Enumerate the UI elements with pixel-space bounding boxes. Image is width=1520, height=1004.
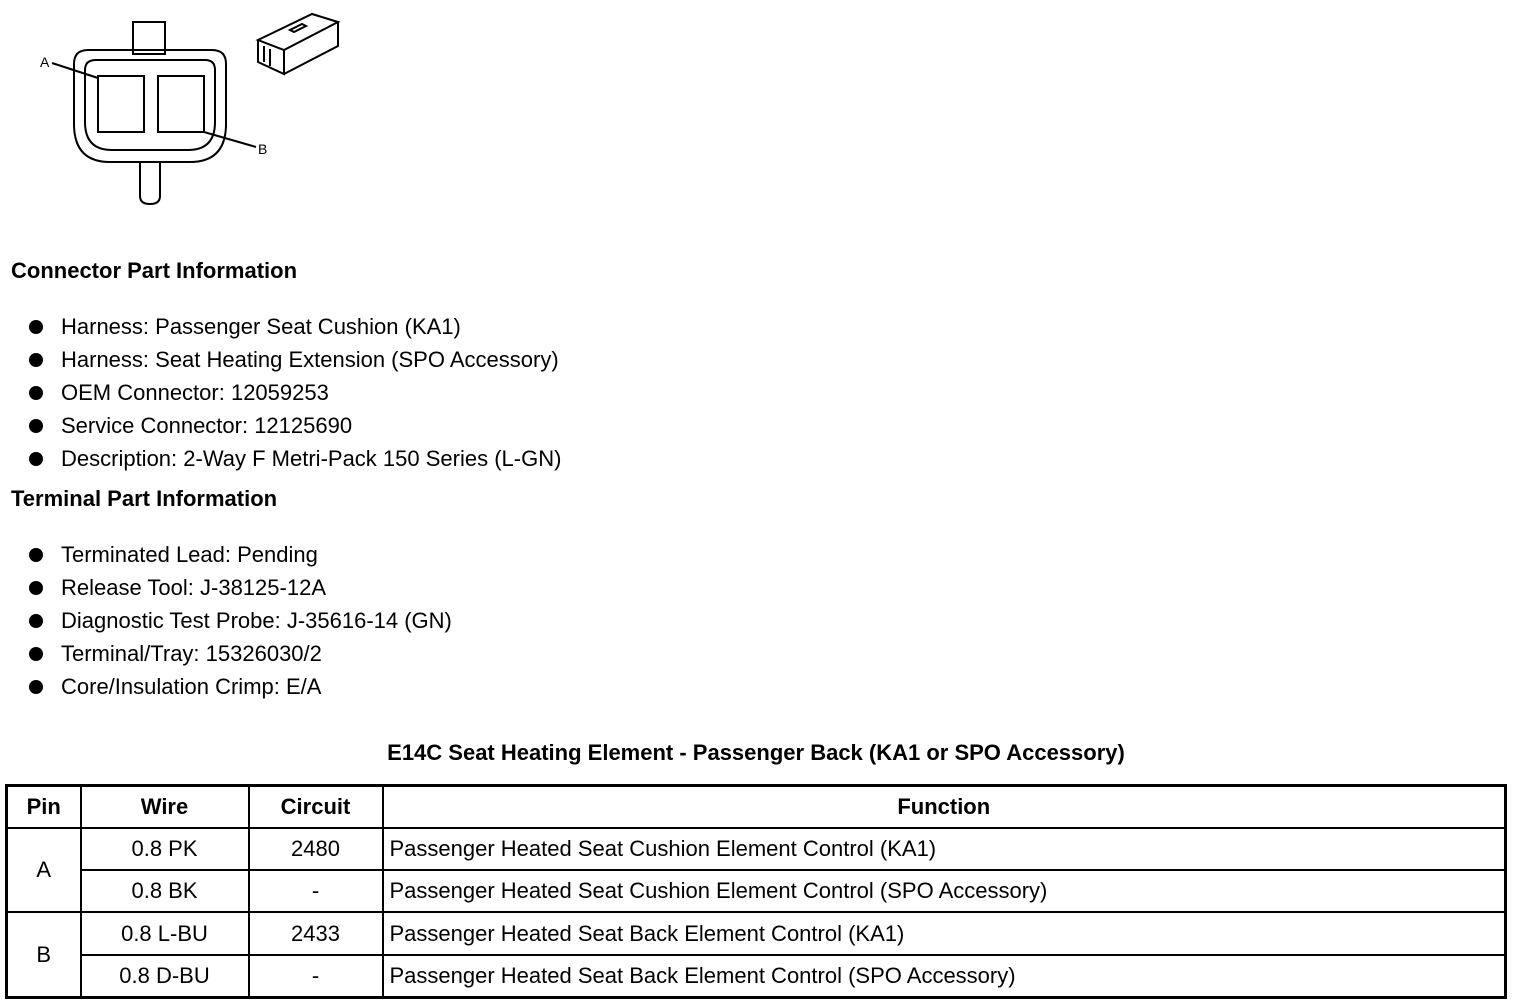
header-pin: Pin <box>7 786 81 829</box>
connector-info-heading: Connector Part Information <box>11 258 298 283</box>
list-item <box>0 604 452 637</box>
list-item-text: Core/Insulation Crimp: E/A <box>61 674 322 699</box>
list-item-text: Terminated Lead: Pending <box>61 542 318 567</box>
connector-body-inner <box>85 60 215 150</box>
list-item-text: Harness: Passenger Seat Cushion (KA1) <box>61 314 461 339</box>
list-item <box>0 571 452 604</box>
function-cell: Passenger Heated Seat Cushion Element Control (KA1) <box>383 828 1506 870</box>
table-row <box>7 912 1506 954</box>
list-item-text: Terminal/Tray: 15326030/2 <box>61 641 322 666</box>
header-function: Function <box>383 786 1506 829</box>
header-circuit: Circuit <box>249 786 383 829</box>
list-item <box>0 670 452 703</box>
function-cell: Passenger Heated Seat Cushion Element Control (SPO Accessory) <box>383 870 1506 912</box>
pin-cavity-a <box>98 76 144 132</box>
list-item-text: Description: 2-Way F Metri-Pack 150 Series (L-GN) <box>61 446 562 471</box>
table-header-row <box>7 786 1506 829</box>
bullet-icon <box>29 419 43 433</box>
function-cell: Passenger Heated Seat Back Element Control (SPO Accessory) <box>383 955 1506 998</box>
connector-diagram <box>0 0 360 215</box>
table-row <box>7 955 1506 998</box>
wire-cell: 0.8 D-BU <box>81 955 249 998</box>
bullet-icon <box>29 647 43 661</box>
list-item-text: Diagnostic Test Probe: J-35616-14 (GN) <box>61 608 452 633</box>
list-item <box>0 343 561 376</box>
pin-b-label: B <box>258 141 268 157</box>
bullet-icon <box>29 680 43 694</box>
bullet-icon <box>29 386 43 400</box>
circuit-cell: - <box>249 870 383 912</box>
list-item-text: Harness: Seat Heating Extension (SPO Accessory) <box>61 347 559 372</box>
list-item <box>0 442 561 475</box>
wire-cell: 0.8 BK <box>81 870 249 912</box>
circuit-cell: 2480 <box>249 828 383 870</box>
pin-cell: B <box>7 912 81 997</box>
function-cell: Passenger Heated Seat Back Element Control (KA1) <box>383 912 1506 954</box>
list-item <box>0 538 452 571</box>
bullet-icon <box>29 581 43 595</box>
wire-cell: 0.8 L-BU <box>81 912 249 954</box>
pin-cavity-b <box>158 76 204 132</box>
table-title: E14C Seat Heating Element - Passenger Back (KA1 or SPO Accessory) <box>387 740 1125 765</box>
wire-cell: 0.8 PK <box>81 828 249 870</box>
bullet-icon <box>29 548 43 562</box>
list-item <box>0 409 561 442</box>
table-row <box>7 828 1506 870</box>
list-item-text: Release Tool: J-38125-12A <box>61 575 326 600</box>
connector-latch <box>140 162 160 204</box>
bullet-icon <box>29 320 43 334</box>
pin-cell: A <box>7 828 81 912</box>
header-wire: Wire <box>81 786 249 829</box>
list-item <box>0 376 561 409</box>
list-item-text: OEM Connector: 12059253 <box>61 380 329 405</box>
connector-info-list <box>0 310 561 475</box>
circuit-cell: 2433 <box>249 912 383 954</box>
connector-isometric-icon <box>258 14 338 74</box>
bullet-icon <box>29 353 43 367</box>
pinout-table <box>5 784 1507 999</box>
bullet-icon <box>29 452 43 466</box>
bullet-icon <box>29 614 43 628</box>
terminal-info-list <box>0 538 452 703</box>
list-item <box>0 637 452 670</box>
terminal-info-heading: Terminal Part Information <box>11 486 278 511</box>
list-item-text: Service Connector: 12125690 <box>61 413 353 438</box>
table-row <box>7 870 1506 912</box>
circuit-cell: - <box>249 955 383 998</box>
pin-a-label: A <box>40 54 50 70</box>
list-item <box>0 310 561 343</box>
